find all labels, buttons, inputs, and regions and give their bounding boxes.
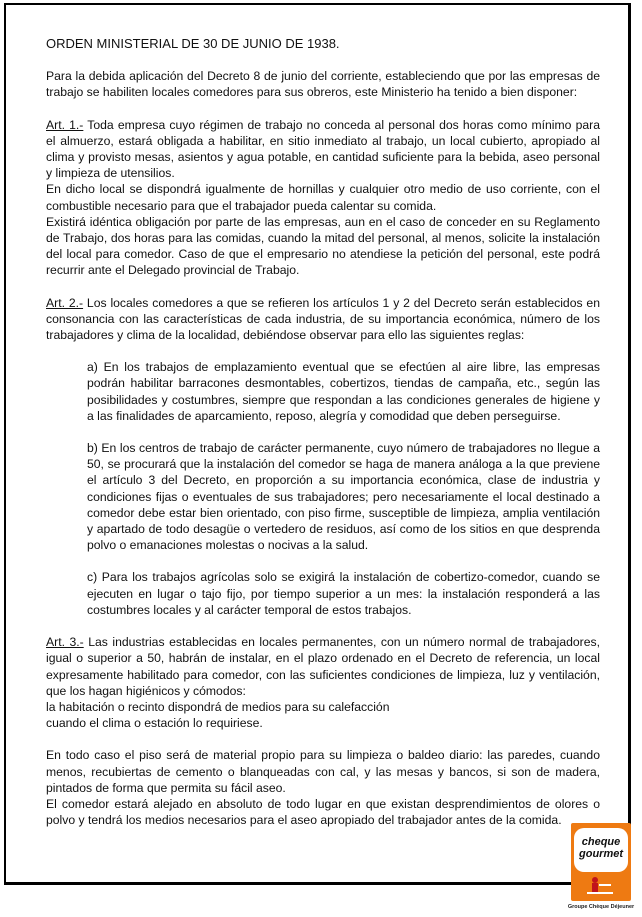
- article-1-paragraph-2: En dicho local se dispondrá igualmente de hornillas y cualquier otro medio de uso corriente, con el combustible necesario para que el trabajador pueda calentar su comida.: [46, 182, 600, 213]
- rule-a: a) En los trabajos de emplazamiento eventual que se efectúen al aire libre, las empresas podrán habilitar barracones desmontables, cobertizos, tiendas de campaña, etc., según las posibilidades y costumbres, siempre que respondan a las condiciones generales de higiene y a las finalidades de aparcamiento, reposo, alegría y comodidad que deben perseguirse.: [87, 360, 600, 423]
- logo-caption: Groupe Chèque Déjeuner: [567, 904, 635, 910]
- closing-paragraph-1: En todo caso el piso será de material propio para su limpieza o baldeo diario: las paredes, cuando menos, recubiertas de cemento o blanqueadas con cal, y las mesas y bancos, si son de madera, pintados de forma que permita su fácil aseo.: [46, 748, 600, 795]
- article-3-label: Art. 3.-: [46, 635, 84, 650]
- logo-line-2: gourmet: [579, 848, 623, 860]
- document-title: ORDEN MINISTERIAL DE 30 DE JUNIO DE 1938.: [46, 36, 340, 51]
- logo-badge: [571, 823, 631, 901]
- rule-b: b) En los centros de trabajo de carácter permanente, cuyo número de trabajadores no llegue a 50, se procurará que la instalación del comedor se haga de manera análoga a la que previene el artículo 3 del Decreto, en proporción a su importancia económica, clase de industria y condiciones fijas o eventuales de sus trabajadores; pero necesariamente el local destinado a comedor debe estar bien orientado, con piso firme, susceptible de limpieza, amplia ventilación y apartado de todo desagüe o vertedero de residuos, así como de los sitios en que desprenda polvo o emanaciones molestas o nocivas a la salud.: [87, 441, 600, 553]
- article-2: [46, 295, 600, 344]
- article-3-text: Las industrias establecidas en locales permanentes, con un número normal de trabajadores, igual o superior a 50, habrán de instalar, en el plazo ordenado en el Decreto de referencia, un local expresamente habilitado para comedor, con las suficientes condiciones de limpieza, luz y ventilación, que los hagan higiénicos y cómodos:: [46, 635, 600, 698]
- article-3-paragraph-3: cuando el clima o estación lo requiriese.: [46, 716, 263, 731]
- rule-c: c) Para los trabajos agrícolas solo se exigirá la instalación de cobertizo-comedor, cuando se ejecuten en lugar o tajo fijo, por tiempo superior a un mes: la instalación responderá a las costumbres locales y al carácter temporal de estos trabajos.: [87, 570, 600, 617]
- article-1: [46, 117, 600, 182]
- logo-line-1: cheque: [581, 836, 621, 848]
- article-1-paragraph-3: Existirá idéntica obligación por parte de las empresas, aun en el caso de conceder en su Reglamento de Trabajo, dos horas para las comidas, cuando la mitad del personal, al menos, solicite la instalación del local para comedor. Caso de que el empresario no atendiese la petición del personal, este podrá recurrir ante el Delegado provincial de Trabajo.: [46, 214, 600, 278]
- waiter-figure-icon: [585, 875, 615, 897]
- article-3-paragraph-2: la habitación o recinto dispondrá de medios para su calefacción: [46, 699, 390, 714]
- article-3: [46, 634, 600, 699]
- document-body: [46, 36, 600, 828]
- article-2-label: Art. 2.-: [46, 295, 84, 310]
- logo-text: [574, 828, 628, 872]
- intro-paragraph: Para la debida aplicación del Decreto 8 de junio del corriente, estableciendo que por las empresas de trabajo se habiliten locales comedores para sus obreros, este Ministerio ha tenido a bien disponer:: [46, 69, 600, 100]
- closing-paragraph-2: El comedor estará alejado en absoluto de todo lugar en que existan desprendimientos de olores o polvo y tendrá los medios necesarios para el aseo apropiado del trabajador antes de la comida.: [46, 796, 600, 828]
- cheque-gourmet-logo: [563, 823, 639, 916]
- article-1-text: Toda empresa cuyo régimen de trabajo no conceda al personal dos horas como mínimo para el almuerzo, estará obligada a habilitar, en sitio inmediato al trabajo, un local cubierto, apropiado al clima y provisto mesas, asientos y agua potable, en cantidad suficiente para la bebida, aseo personal y limpieza de utensilios.: [46, 117, 600, 181]
- article-2-text: Los locales comedores a que se refieren los artículos 1 y 2 del Decreto serán establecidos en consonancia con las características de cada industria, de su importancia económica, número de los trabajadores y clima de la localidad, debiéndose observar para ello las siguientes reglas:: [46, 295, 600, 343]
- article-1-label: Art. 1.-: [46, 117, 84, 132]
